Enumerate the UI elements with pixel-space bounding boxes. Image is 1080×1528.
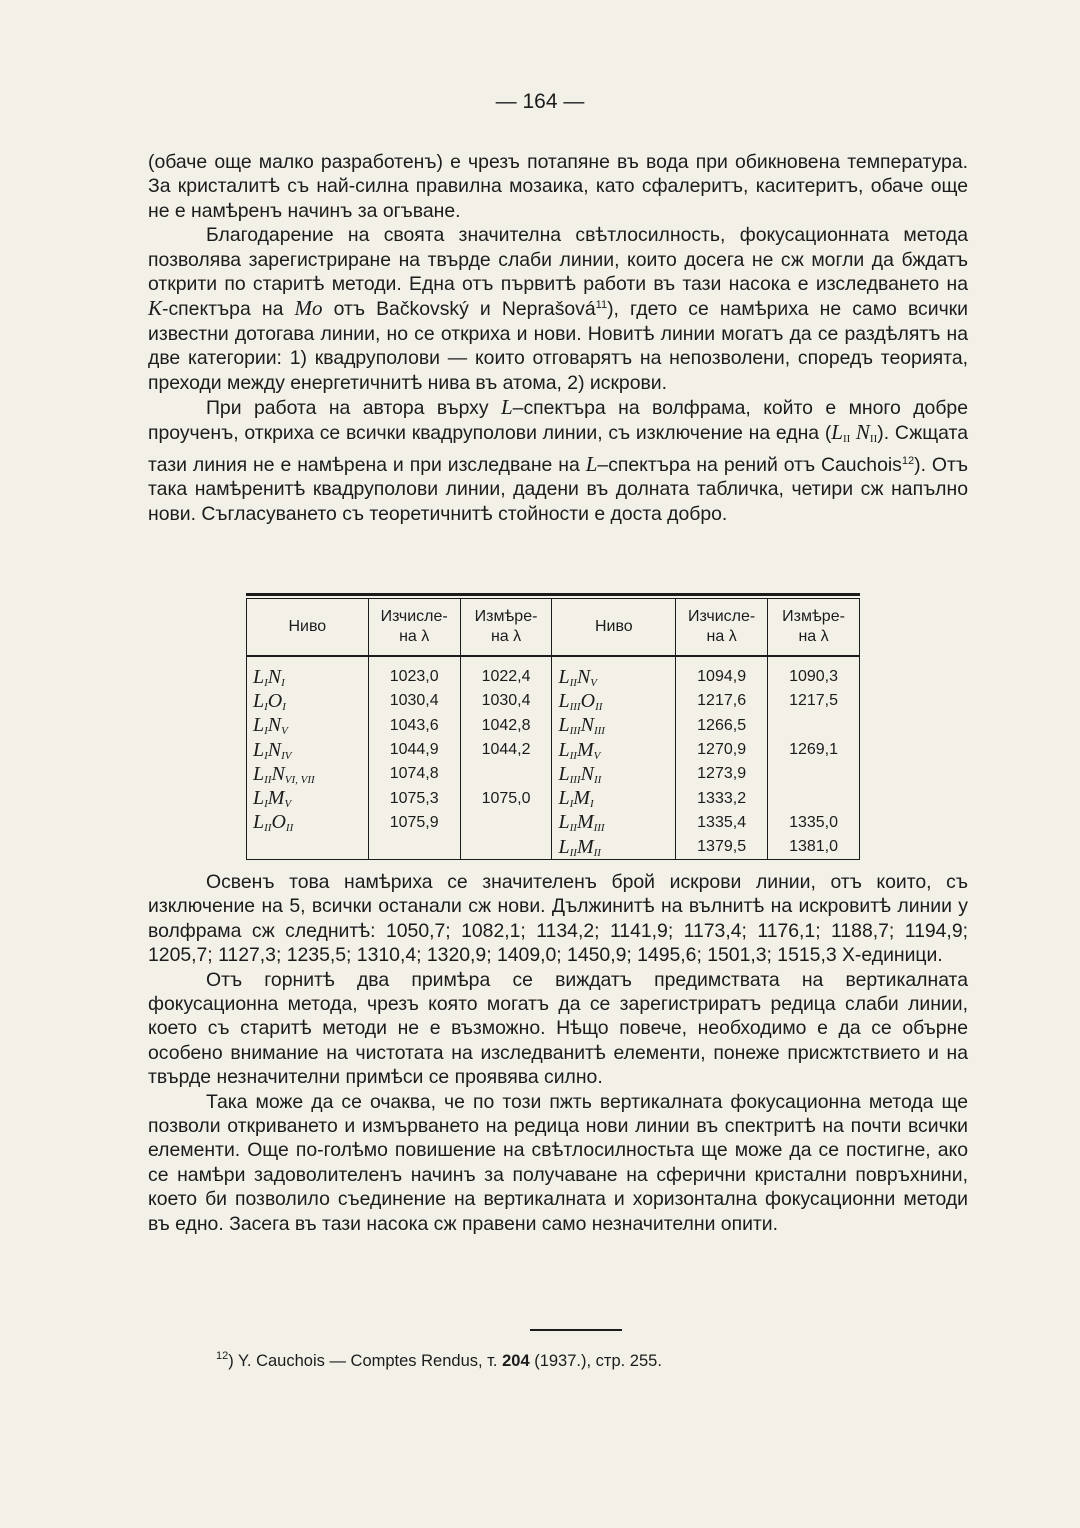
level-sub-2: V [284, 798, 292, 811]
footnote-mark: 12 [216, 1350, 229, 1362]
measured-cell: 1022,4 [460, 656, 552, 689]
level-sub: II [569, 846, 577, 859]
footnote-12 [216, 1352, 662, 1371]
footnote-ref-12: 12 [901, 454, 915, 467]
calculated-cell: 1075,3 [368, 786, 460, 810]
p2-mo-symbol: Mo [294, 296, 323, 321]
header-measured-line-2: на λ [490, 628, 522, 645]
level-sub-2: II [593, 773, 602, 786]
level-cell-2 [552, 835, 676, 859]
level-cell [247, 762, 369, 786]
paragraph-6: Така може да се очаква, че по този пжть вертикалната фокусационна метода ще позволи откриването и измърването на редица нови линии въ спектритѣ на почти всички елементи. Още по-голѣмо повишение на свѣтлосилностьта ще може да се постигне, ако се намѣри задоволителенъ начинъ за получаване на сферични кристални повръхнини, което би позволило съединение на вертикалната и хоризонтална фокусационни методи въ едно. Засега въ тази насока сж правени само незначителни опити. [148, 1090, 968, 1235]
measured-cell [460, 811, 552, 835]
table-bottom-rule [246, 859, 860, 860]
footnote-volume: 204 [502, 1352, 530, 1370]
level-sub-2: I [281, 676, 285, 689]
table-row [247, 738, 860, 762]
table-header-row [247, 599, 860, 656]
level-sub-2: IV [281, 749, 292, 762]
p2-text-b: -спектъра на [162, 298, 295, 321]
calculated-cell-2: 1266,5 [676, 714, 768, 738]
level-letter-2: M [267, 787, 285, 810]
table-row [247, 689, 860, 713]
table-row [247, 656, 860, 689]
level-letter: L [558, 689, 570, 712]
level-sub-2: V [593, 749, 601, 762]
level-cell [247, 786, 369, 810]
level-letter-2: N [267, 665, 282, 688]
level-cell-2 [552, 762, 676, 786]
level-sub-2: II [593, 846, 601, 859]
p3-sub-1: II [842, 433, 851, 446]
level-sub-2: III [593, 725, 605, 738]
footnote-text-b: (1937.), стр. 255. [529, 1352, 662, 1370]
calculated-cell-2: 1217,6 [676, 689, 768, 713]
level-letter-2: N [580, 762, 594, 785]
level-letter: L [558, 787, 570, 810]
level-sub-2: II [285, 822, 294, 835]
header-level-2: Ниво [552, 599, 676, 656]
table-row [247, 786, 860, 810]
p3-text-d: –спектъра на рений отъ Cauchois [597, 453, 902, 476]
calculated-cell-2: 1270,9 [676, 738, 768, 762]
level-sub: II [264, 822, 272, 835]
level-cell [247, 656, 369, 689]
level-letter: L [558, 714, 570, 737]
level-letter: L [558, 835, 570, 858]
level-sub-2: III [593, 822, 605, 835]
header-calculated-2-line-1: Изчисле- [688, 608, 756, 625]
page-number: — 164 — [495, 90, 585, 113]
measured-cell-2: 1269,1 [768, 738, 860, 762]
level-letter-2: M [576, 835, 594, 858]
table-row [247, 714, 860, 738]
level-letter-2: N [580, 714, 594, 737]
level-letter-2: M [576, 738, 594, 761]
p3-text-c: ). Сжщата тази линия не е намѣрена и при изследване на [148, 422, 968, 476]
level-sub: I [264, 798, 268, 811]
level-letter: L [253, 714, 265, 737]
level-letter: L [558, 762, 570, 785]
measured-cell-2: 1217,5 [768, 689, 860, 713]
levels-grid [246, 599, 860, 859]
level-letter: L [253, 762, 265, 785]
p2-text-c: отъ Bačkovský и Neprašová [322, 298, 596, 321]
measured-cell [460, 835, 552, 859]
level-cell-2 [552, 656, 676, 689]
level-cell [247, 714, 369, 738]
calculated-cell: 1075,9 [368, 811, 460, 835]
header-measured [460, 599, 552, 656]
calculated-cell-2: 1333,2 [676, 786, 768, 810]
header-level: Ниво [247, 599, 369, 656]
level-sub-2: V [281, 725, 288, 738]
p3-text-e: ). Отъ така намѣренитѣ квадруполови линии, дадени въ долната табличка, четири сж напълно нови. Съгласуването съ теоретичнитѣ стойности е доста добро. [148, 453, 969, 525]
footnote-separator [530, 1329, 622, 1331]
calculated-cell-2: 1273,9 [676, 762, 768, 786]
header-calculated [368, 599, 460, 656]
level-sub-2: I [589, 798, 594, 811]
level-sub: II [569, 676, 577, 689]
level-sub: II [569, 749, 577, 762]
measured-cell-2 [768, 714, 860, 738]
table-body [247, 656, 860, 859]
p3-sub-2: II [869, 433, 878, 446]
calculated-cell-2: 1379,5 [676, 835, 768, 859]
level-cell-2 [552, 714, 676, 738]
calculated-cell-2: 1094,9 [676, 656, 768, 689]
level-cell-2 [552, 689, 676, 713]
p2-text-d: ), гдето се намѣриха не само всички известни дотогава линии, но се откриха и нови. Новитѣ линии могатъ да се раздѣлятъ на две категории: 1) квадруполови — които отговарятъ на непозволени, споредъ теорията, преходи между енергетичнитѣ нива въ атома, 2) искрови. [148, 298, 968, 394]
level-sub: I [264, 749, 268, 762]
p2-k-symbol: K [148, 296, 163, 321]
body-text-top [148, 150, 968, 526]
level-sub: I [264, 700, 268, 713]
measured-cell: 1075,0 [460, 786, 552, 810]
level-letter: L [253, 811, 265, 834]
header-measured-2 [768, 599, 860, 656]
level-letter: L [253, 738, 265, 761]
calculated-cell: 1023,0 [368, 656, 460, 689]
footnote-ref-11: 11 [595, 299, 608, 312]
table-row [247, 835, 860, 859]
level-sub: II [264, 773, 272, 786]
header-calculated-line-2: на λ [399, 628, 430, 645]
table-row [247, 811, 860, 835]
level-letter: L [558, 665, 570, 688]
level-letter: L [253, 665, 265, 688]
level-cell [247, 689, 369, 713]
p3-text-a: При работа на автора върху [206, 397, 501, 420]
level-sub-2: V [590, 676, 598, 689]
level-letter-2: O [580, 689, 596, 712]
calculated-cell: 1030,4 [368, 689, 460, 713]
level-sub: II [569, 822, 577, 835]
calculated-cell: 1044,9 [368, 738, 460, 762]
level-sub: I [569, 798, 574, 811]
measured-cell-2 [768, 762, 860, 786]
p3-text-b: –спектъра на волфрама, който е много добре проученъ, откриха се всички квадруполови линии, съ изключение на една ( [148, 397, 968, 445]
footnote-text-a: ) Y. Cauchois — Comptes Rendus, т. [228, 1352, 503, 1370]
p3-l-symbol-3: L [585, 451, 598, 476]
header-calculated-2-line-2: на λ [706, 628, 737, 645]
level-cell-2 [552, 786, 676, 810]
level-letter-2: O [271, 811, 286, 834]
p3-l-symbol-2: L [831, 420, 843, 445]
level-cell-2 [552, 738, 676, 762]
level-letter: L [558, 811, 570, 834]
calculated-cell [368, 835, 460, 859]
level-sub-2: VI, VII [284, 773, 315, 786]
level-sub: I [264, 676, 268, 689]
measured-cell-2: 1335,0 [768, 811, 860, 835]
measured-cell: 1044,2 [460, 738, 552, 762]
level-letter-2: N [267, 738, 282, 761]
level-letter-2: M [576, 811, 594, 834]
paragraph-1: (обаче още малко разработенъ) е чрезъ потапяне въ вода при обикновена температура. За кристалитѣ съ най-силна правилна мозаика, като сфалеритъ, каситеритъ, обаче още не е намѣренъ начинъ за огъване. [148, 151, 968, 222]
body-text-bottom [148, 870, 968, 1236]
level-cell-2 [552, 811, 676, 835]
level-letter: L [253, 787, 265, 810]
level-letter: L [558, 738, 570, 761]
measured-cell: 1030,4 [460, 689, 552, 713]
level-sub: III [569, 725, 581, 738]
paragraph-3 [148, 395, 968, 526]
levels-table [246, 593, 860, 860]
paragraph-5: Отъ горнитѣ два примѣра се виждатъ предимствата на вертикалната фокусационна метода, чрезъ която могатъ да се зарегистриратъ редица слаби линии, което съ старитѣ методи не е възможно. Нѣщо повече, необходимо е да се обърне особено внимание на чистотата на изследванитѣ елементи, понеже присжтствието и на твърде незначителни примѣси се проявява силно. [148, 968, 968, 1089]
paragraph-4: Освенъ това намѣриха се значителенъ брой искрови линии, отъ които, съ изключение на 5, всички останали сж нови. Дължинитѣ на вълнитѣ на искровитѣ линии у волфрама сж следнитѣ: 1050,7; 1082,1; 1134,2; 1141,9; 1173,4; 1176,1; 1188,7; 1194,9; 1205,7; 1127,3; 1235,5; 1310,4; 1320,9; 1409,0; 1450,9; 1495,6; 1501,3; 1515,3 X-единици. [148, 871, 968, 967]
header-calculated-line-1: Изчисле- [380, 608, 448, 625]
level-cell [247, 811, 369, 835]
level-letter-2: N [271, 762, 285, 785]
header-measured-2-line-2: на λ [798, 628, 829, 645]
level-letter-2: N [576, 665, 591, 688]
level-sub: I [264, 725, 268, 738]
level-sub-2: I [282, 700, 286, 713]
p2-text-a: Благодарение на своята значителна свѣтлосилность, фокусационната метода позволява зарегистриране на твърде слаби линии, които досега не сж могли да бждатъ открити по старитѣ методи. Една отъ първитѣ работи въ тази насока е изследването на [148, 224, 968, 296]
measured-cell: 1042,8 [460, 714, 552, 738]
level-cell [247, 835, 369, 859]
level-sub-2: II [595, 700, 603, 713]
paragraph-2 [148, 223, 968, 395]
level-sub: III [569, 700, 581, 713]
level-letter-2: O [267, 689, 283, 712]
calculated-cell: 1074,8 [368, 762, 460, 786]
measured-cell [460, 762, 552, 786]
p3-l-symbol: L [500, 395, 513, 420]
level-cell [247, 738, 369, 762]
level-letter: L [253, 689, 265, 712]
level-letter-2: M [573, 787, 590, 810]
measured-cell-2 [768, 786, 860, 810]
header-measured-line-1: Измѣре- [474, 608, 538, 625]
calculated-cell: 1043,6 [368, 714, 460, 738]
measured-cell-2: 1381,0 [768, 835, 860, 859]
calculated-cell-2: 1335,4 [676, 811, 768, 835]
level-letter-2: N [267, 714, 282, 737]
level-sub: III [569, 773, 581, 786]
p3-n-symbol: N [850, 420, 870, 445]
table-top-rule [246, 593, 860, 596]
table-row [247, 762, 860, 786]
header-calculated-2 [676, 599, 768, 656]
header-measured-2-line-1: Измѣре- [782, 608, 845, 625]
measured-cell-2: 1090,3 [768, 656, 860, 689]
